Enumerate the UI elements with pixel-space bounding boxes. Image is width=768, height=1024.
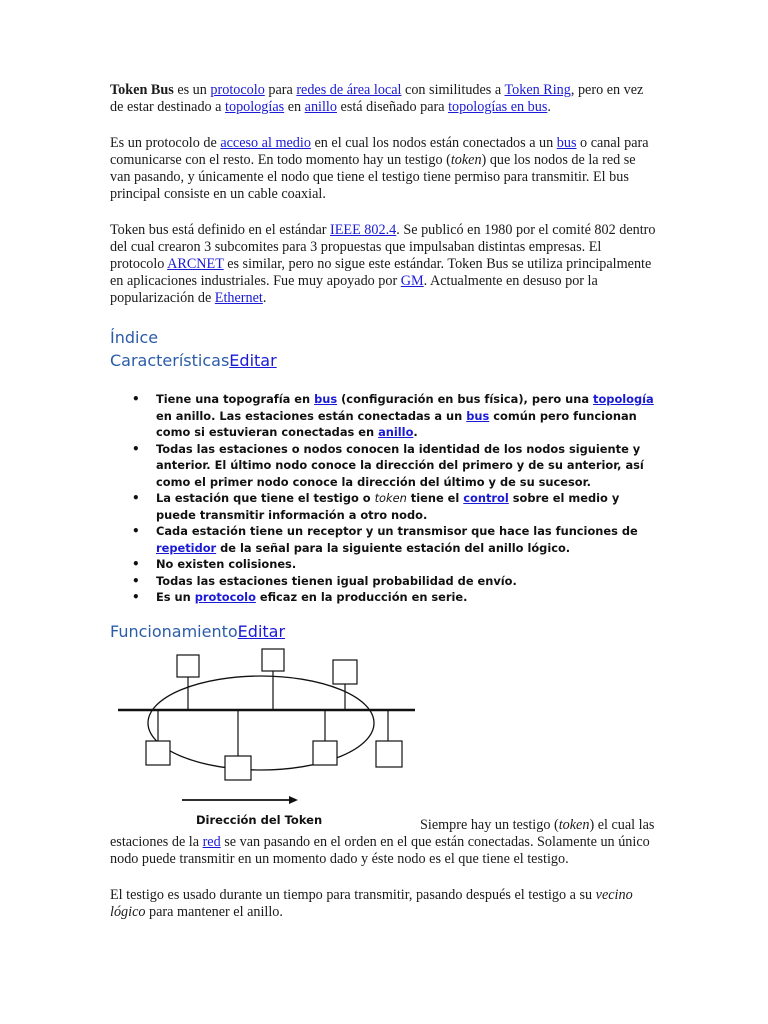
edit-link-funcionamiento[interactable]: Editar	[237, 621, 286, 641]
node-station	[146, 741, 170, 765]
list-item	[156, 490, 656, 523]
link-token-ring[interactable]: Token Ring	[504, 82, 571, 98]
text: en anillo. Las estaciones están conectadas a un	[156, 408, 467, 423]
link-protocolo[interactable]: protocolo	[194, 590, 256, 604]
link-ieee-802-4[interactable]: IEEE 802.4	[330, 222, 397, 238]
text: tiene el	[406, 491, 464, 505]
arrow-head-icon	[289, 796, 298, 804]
text	[110, 817, 420, 833]
link-acceso-al-medio[interactable]: acceso al medio	[220, 135, 311, 151]
text: .	[547, 99, 551, 115]
italic-token: token	[450, 152, 482, 168]
list-item: • Todas las estaciones o nodos conocen la identidad de los nodos siguiente y anterior. El último nodo conoce la dirección del primero y de su anterior, así como el primer nodo conoce la dirección del último y de su sucesor.	[156, 441, 656, 491]
link-redes-area-local[interactable]: redes de área local	[296, 82, 402, 98]
diagram-caption: Dirección del Token	[196, 813, 323, 827]
text: .	[413, 425, 418, 439]
list-item	[156, 589, 656, 606]
text: . Actualmente en desuso por la popularización de	[110, 273, 598, 306]
text: es similar, pero no sigue este estándar. Token Bus se utiliza principalmente en aplicaciones industriales. Fue muy apoyado por	[110, 256, 652, 289]
text: es un	[173, 82, 211, 98]
link-control[interactable]: control	[463, 491, 509, 505]
link-topologia[interactable]: topología	[593, 392, 654, 406]
node-station	[225, 756, 251, 780]
italic-token: token	[374, 491, 407, 505]
link-gm[interactable]: GM	[400, 273, 424, 289]
text: . Se publicó en 1980 por el comité 802 dentro del cual crearon 3 subcomites para 3 propuestas que impulsaban distintas empresas. El protocolo	[110, 222, 656, 272]
link-repetidor[interactable]: repetidor	[156, 540, 217, 555]
heading-indice: Índice	[110, 328, 159, 347]
token-bus-diagram	[110, 636, 430, 831]
link-arcnet[interactable]: ARCNET	[167, 256, 224, 272]
text: de la señal para la siguiente estación del anillo lógico.	[216, 540, 571, 555]
list-item	[156, 391, 656, 441]
node-station	[313, 741, 337, 765]
node-station	[333, 660, 357, 684]
logical-ring	[148, 676, 374, 770]
link-red[interactable]: red	[202, 834, 221, 850]
text: Siempre hay un testigo (	[420, 817, 559, 833]
text: o canal para comunicarse con el resto. En todo momento hay un testigo (	[110, 135, 649, 168]
link-topologias[interactable]: topologías	[225, 99, 285, 115]
text: para	[264, 82, 297, 98]
text: en	[284, 99, 305, 115]
node-station	[262, 649, 284, 671]
link-protocolo[interactable]: protocolo	[210, 82, 265, 98]
paragraph-intro	[110, 82, 658, 116]
text: , pero en vez de estar destinado a	[110, 82, 644, 115]
heading-caracteristicas	[110, 349, 658, 372]
link-ethernet[interactable]: Ethernet	[214, 290, 263, 306]
features-list	[110, 391, 656, 606]
italic-vecino-logico: vecino lógico	[110, 887, 633, 920]
text: La estación que tiene el testigo o	[156, 491, 375, 505]
list-item: • Todas las estaciones tienen igual probabilidad de envío.	[156, 573, 656, 590]
text: ) que los nodos de la red se van pasando, y únicamente el nodo que tiene el testigo tiene permiso para transmitir. El bus principal consiste en un cable coaxial.	[110, 152, 636, 202]
text: El testigo es usado durante un tiempo para transmitir, pasando después el testigo a su	[110, 887, 596, 903]
text: sobre el medio y puede transmitir información a otro nodo.	[156, 491, 620, 522]
edit-link-caracteristicas[interactable]: Editar	[229, 351, 277, 370]
article-body	[110, 82, 658, 643]
text: está diseñado para	[336, 99, 449, 115]
term-token-bus: Token Bus	[110, 82, 174, 98]
heading-text: Funcionamiento	[110, 621, 238, 641]
paragraph-standard	[110, 222, 658, 307]
link-topologias-en-bus[interactable]: topologías en bus	[448, 99, 548, 115]
list-item	[156, 523, 656, 556]
text: ) el cual las estaciones de la	[110, 817, 655, 850]
link-bus[interactable]: bus	[314, 392, 338, 406]
paragraph-access	[110, 135, 658, 203]
italic-token: token	[558, 817, 590, 833]
link-bus[interactable]: bus	[556, 135, 577, 151]
text: Cada estación tiene un receptor y un transmisor que hace las funciones de	[156, 524, 638, 538]
text: Es un protocolo de	[110, 135, 221, 151]
text: (configuración en bus física), pero una	[337, 392, 594, 406]
node-station	[177, 655, 199, 677]
list-item: • No existen colisiones.	[156, 556, 656, 573]
text: para mantener el anillo.	[145, 904, 283, 920]
text: Token bus está definido en el estándar	[110, 222, 331, 238]
paragraph-token-order	[110, 817, 658, 868]
text: común pero funcionan como si estuvieran conectadas en	[156, 408, 637, 439]
text: Tiene una topografía en	[156, 392, 315, 406]
link-bus[interactable]: bus	[466, 408, 490, 423]
paragraph-token-use	[110, 887, 658, 921]
link-anillo[interactable]: anillo	[378, 425, 414, 439]
article-body-continued	[110, 817, 658, 940]
link-anillo[interactable]: anillo	[304, 99, 337, 115]
text: en el cual los nodos están conectados a un	[310, 135, 557, 151]
text: se van pasando en el orden en el que están conectadas. Solamente un único nodo puede transmitir en un momento dado y éste nodo es el que tiene el testigo.	[110, 834, 650, 867]
text: .	[262, 290, 267, 306]
text: Es un	[156, 590, 195, 604]
text: eficaz en la producción en serie.	[255, 590, 468, 604]
node-station	[376, 741, 402, 767]
heading-text: Características	[110, 351, 230, 370]
text: con similitudes a	[401, 82, 505, 98]
